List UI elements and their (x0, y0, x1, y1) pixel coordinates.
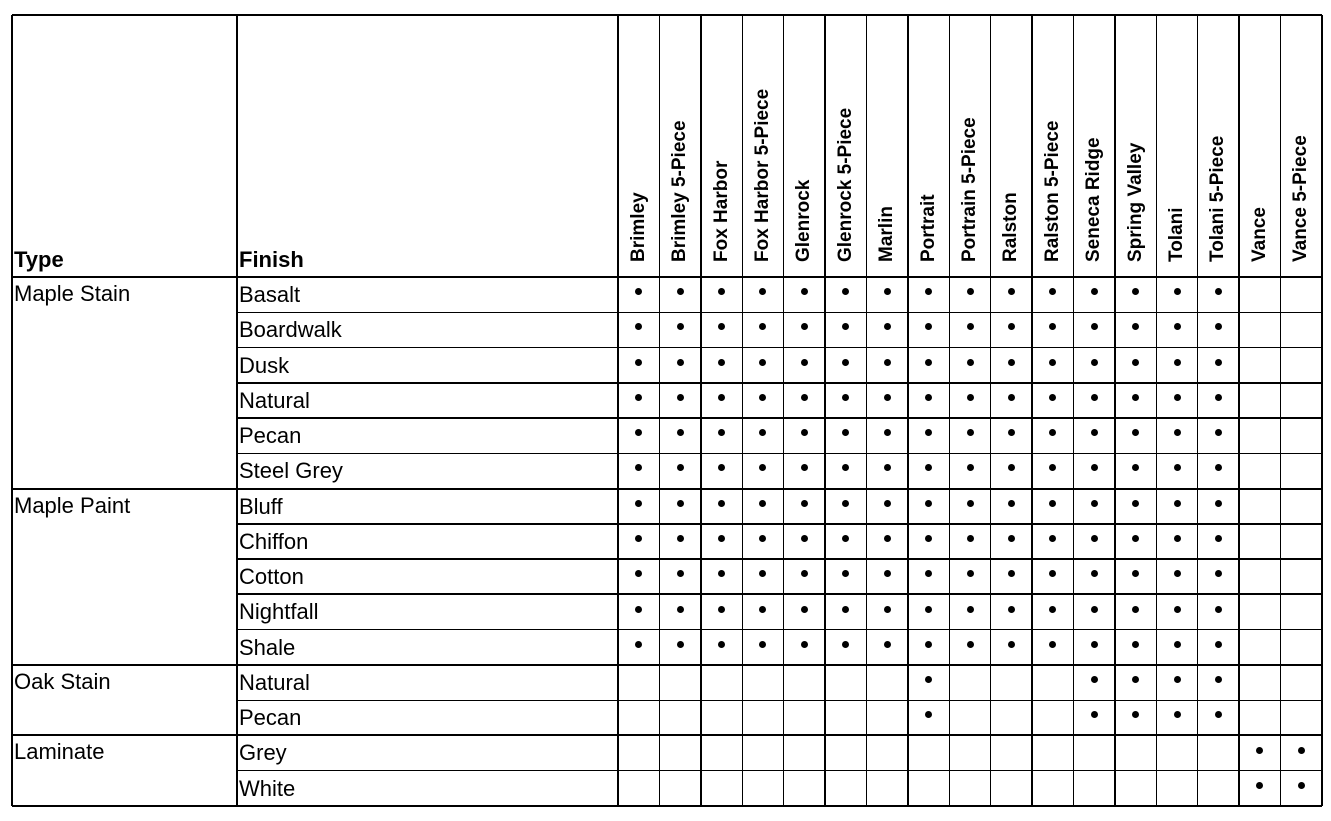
availability-dot (1215, 288, 1222, 295)
row-divider (237, 593, 1322, 595)
availability-dot (1215, 464, 1222, 471)
availability-dot (967, 500, 974, 507)
matrix-column-divider (783, 15, 784, 806)
group-divider (12, 664, 1322, 666)
availability-dot (635, 359, 642, 366)
availability-dot (1091, 641, 1098, 648)
availability-dot (759, 359, 766, 366)
availability-dot (677, 429, 684, 436)
availability-dot (635, 570, 642, 577)
availability-dot (1174, 676, 1181, 683)
availability-dot (884, 606, 891, 613)
availability-dot (1215, 570, 1222, 577)
availability-dot (801, 359, 808, 366)
availability-dot (1132, 500, 1139, 507)
availability-dot (1132, 535, 1139, 542)
availability-dot (842, 359, 849, 366)
availability-dot (925, 711, 932, 718)
row-divider (237, 347, 1322, 348)
availability-dot (759, 464, 766, 471)
availability-dot (1132, 359, 1139, 366)
availability-dot (635, 323, 642, 330)
availability-dot (1132, 464, 1139, 471)
availability-dot (1215, 359, 1222, 366)
availability-dot (967, 394, 974, 401)
availability-dot (801, 535, 808, 542)
collection-header: Spring Valley (1124, 142, 1146, 262)
availability-dot (677, 323, 684, 330)
availability-dot (635, 288, 642, 295)
availability-dot (1091, 676, 1098, 683)
availability-dot (718, 606, 725, 613)
availability-dot (801, 288, 808, 295)
availability-dot (1049, 500, 1056, 507)
availability-dot (967, 570, 974, 577)
type-label: Maple Paint (14, 492, 131, 518)
availability-dot (1049, 359, 1056, 366)
availability-dot (925, 429, 932, 436)
availability-dot (677, 288, 684, 295)
finish-label: Grey (239, 740, 287, 766)
availability-dot (1174, 500, 1181, 507)
table-border-left (11, 15, 13, 806)
availability-dot (759, 323, 766, 330)
availability-dot (759, 606, 766, 613)
availability-dot (925, 570, 932, 577)
finish-label: Bluff (239, 493, 283, 519)
matrix-column-divider (1197, 15, 1198, 806)
matrix-column-divider (1114, 15, 1115, 806)
matrix-column-divider (824, 15, 825, 806)
availability-dot (1091, 359, 1098, 366)
availability-dot (1132, 394, 1139, 401)
collection-header: Vance 5-Piece (1290, 135, 1312, 262)
matrix-column-divider (1073, 15, 1074, 806)
availability-dot (677, 606, 684, 613)
finish-label: Nightfall (239, 599, 319, 625)
matrix-column-divider (1031, 15, 1032, 806)
availability-dot (1174, 464, 1181, 471)
availability-dot (1008, 359, 1015, 366)
availability-dot (1132, 570, 1139, 577)
availability-dot (759, 288, 766, 295)
table-border-bottom (12, 805, 1322, 807)
availability-dot (1215, 394, 1222, 401)
availability-dot (1132, 429, 1139, 436)
availability-dot (1008, 535, 1015, 542)
availability-dot (884, 288, 891, 295)
availability-dot (1008, 570, 1015, 577)
availability-dot (925, 676, 932, 683)
collection-header: Brimley (627, 192, 649, 262)
availability-dot (718, 288, 725, 295)
matrix-column-divider (742, 15, 743, 806)
collection-header: Marlin (876, 206, 898, 262)
availability-dot (884, 570, 891, 577)
availability-dot (1132, 711, 1139, 718)
row-divider (237, 558, 1322, 559)
availability-dot (1091, 711, 1098, 718)
availability-dot (1215, 500, 1222, 507)
availability-dot (718, 359, 725, 366)
availability-dot (925, 288, 932, 295)
availability-dot (635, 464, 642, 471)
availability-dot (801, 500, 808, 507)
availability-dot (677, 359, 684, 366)
availability-dot (1132, 606, 1139, 613)
availability-dot (1215, 711, 1222, 718)
availability-dot (842, 394, 849, 401)
finish-label: Chiffon (239, 528, 309, 554)
matrix-column-divider (907, 15, 908, 806)
availability-dot (677, 500, 684, 507)
availability-dot (842, 323, 849, 330)
availability-dot (1256, 747, 1263, 754)
row-divider (237, 523, 1322, 524)
availability-dot (1049, 570, 1056, 577)
availability-dot (1008, 641, 1015, 648)
finish-label: Natural (239, 387, 310, 413)
matrix-column-divider (659, 15, 660, 806)
collection-header: Seneca Ridge (1083, 137, 1105, 262)
availability-dot (925, 359, 932, 366)
availability-dot (925, 535, 932, 542)
availability-dot (1091, 323, 1098, 330)
availability-dot (842, 500, 849, 507)
availability-dot (1215, 606, 1222, 613)
availability-dot (1049, 641, 1056, 648)
availability-dot (801, 606, 808, 613)
matrix-column-divider (1156, 15, 1157, 806)
availability-dot (1008, 500, 1015, 507)
availability-dot (759, 641, 766, 648)
availability-dot (1174, 606, 1181, 613)
availability-dot (759, 535, 766, 542)
row-divider (237, 312, 1322, 313)
type-label: Maple Stain (14, 281, 131, 306)
availability-dot (718, 429, 725, 436)
row-divider (237, 382, 1322, 384)
availability-dot (1091, 606, 1098, 613)
finish-label: Cotton (239, 564, 304, 590)
availability-dot (884, 429, 891, 436)
availability-dot (842, 606, 849, 613)
availability-dot (718, 570, 725, 577)
availability-dot (842, 464, 849, 471)
availability-dot (925, 323, 932, 330)
row-divider (237, 453, 1322, 454)
type-finish-divider (236, 15, 238, 806)
availability-dot (1132, 323, 1139, 330)
availability-dot (967, 535, 974, 542)
availability-dot (842, 288, 849, 295)
collection-header: Ralston (1000, 192, 1022, 262)
availability-dot (1215, 429, 1222, 436)
availability-dot (884, 464, 891, 471)
availability-dot (635, 641, 642, 648)
availability-dot (1008, 323, 1015, 330)
availability-dot (1298, 747, 1305, 754)
availability-dot (1091, 429, 1098, 436)
availability-dot (842, 535, 849, 542)
availability-dot (1215, 641, 1222, 648)
collection-header: Portrait (917, 194, 939, 262)
availability-dot (635, 535, 642, 542)
availability-dot (1174, 359, 1181, 366)
availability-dot (759, 394, 766, 401)
finish-label: Steel Grey (239, 458, 343, 484)
availability-dot (1049, 394, 1056, 401)
availability-dot (1008, 394, 1015, 401)
availability-dot (1298, 782, 1305, 789)
availability-dot (677, 464, 684, 471)
availability-dot (842, 570, 849, 577)
availability-dot (1008, 429, 1015, 436)
matrix-column-divider (1238, 15, 1240, 806)
availability-dot (842, 641, 849, 648)
availability-dot (718, 464, 725, 471)
availability-dot (718, 535, 725, 542)
matrix-column-divider (1280, 15, 1281, 806)
availability-dot (1091, 464, 1098, 471)
availability-dot (925, 464, 932, 471)
availability-dot (1174, 570, 1181, 577)
availability-dot (677, 535, 684, 542)
finish-label: Dusk (239, 352, 290, 378)
availability-dot (1174, 288, 1181, 295)
availability-dot (801, 323, 808, 330)
collection-header: Fox Harbor 5-Piece (751, 88, 773, 262)
availability-dot (1049, 429, 1056, 436)
availability-dot (1008, 606, 1015, 613)
availability-dot (925, 606, 932, 613)
availability-dot (677, 570, 684, 577)
row-divider (237, 417, 1322, 418)
availability-dot (1174, 429, 1181, 436)
availability-dot (1215, 323, 1222, 330)
collection-header: Fox Harbor (710, 160, 732, 262)
availability-dot (967, 429, 974, 436)
finish-label: Pecan (239, 705, 302, 731)
matrix-column-divider (990, 15, 991, 806)
availability-dot (925, 641, 932, 648)
group-divider (12, 488, 1322, 490)
availability-dot (635, 394, 642, 401)
type-column-header: Type (14, 247, 64, 272)
availability-dot (801, 394, 808, 401)
availability-dot (718, 323, 725, 330)
availability-dot (1049, 288, 1056, 295)
availability-dot (925, 394, 932, 401)
finish-label: White (239, 775, 296, 801)
availability-dot (1215, 676, 1222, 683)
availability-dot (1091, 570, 1098, 577)
availability-dot (884, 394, 891, 401)
availability-dot (1049, 323, 1056, 330)
availability-dot (1091, 500, 1098, 507)
availability-dot (967, 323, 974, 330)
matrix-column-divider (866, 15, 867, 806)
availability-dot (884, 641, 891, 648)
collection-header: Glenrock 5-Piece (834, 107, 856, 262)
availability-dot (759, 429, 766, 436)
collection-header: Ralston 5-Piece (1041, 120, 1063, 262)
availability-dot (718, 394, 725, 401)
row-divider (237, 700, 1322, 701)
finish-matrix-divider (617, 15, 619, 806)
header-divider (12, 276, 1322, 278)
availability-dot (718, 641, 725, 648)
availability-dot (1049, 535, 1056, 542)
availability-dot (801, 464, 808, 471)
finish-label: Boardwalk (239, 317, 342, 343)
availability-dot (1091, 288, 1098, 295)
availability-dot (677, 641, 684, 648)
finish-column-header: Finish (239, 247, 304, 272)
availability-dot (1174, 535, 1181, 542)
availability-dot (967, 606, 974, 613)
group-divider (12, 734, 1322, 736)
availability-dot (1008, 464, 1015, 471)
availability-dot (1174, 394, 1181, 401)
availability-dot (1174, 711, 1181, 718)
availability-dot (635, 429, 642, 436)
availability-dot (801, 429, 808, 436)
availability-dot (1091, 535, 1098, 542)
availability-dot (1256, 782, 1263, 789)
matrix-column-divider (700, 15, 702, 806)
availability-dot (677, 394, 684, 401)
availability-dot (842, 429, 849, 436)
collection-header: Glenrock (793, 179, 815, 262)
collection-header: Portrain 5-Piece (959, 117, 980, 262)
availability-dot (635, 500, 642, 507)
availability-dot (967, 464, 974, 471)
availability-dot (1049, 464, 1056, 471)
row-divider (237, 770, 1322, 771)
availability-dot (759, 570, 766, 577)
collection-header: Vance (1248, 207, 1270, 262)
availability-dot (635, 606, 642, 613)
table-border-top (12, 14, 1322, 16)
availability-dot (925, 500, 932, 507)
availability-dot (967, 359, 974, 366)
availability-dot (884, 323, 891, 330)
finish-label: Basalt (239, 282, 301, 307)
availability-dot (1132, 641, 1139, 648)
availability-dot (967, 288, 974, 295)
availability-dot (1215, 535, 1222, 542)
finish-label: Natural (239, 669, 310, 695)
availability-dot (801, 570, 808, 577)
matrix-column-divider (949, 15, 950, 806)
availability-dot (1174, 641, 1181, 648)
availability-dot (884, 535, 891, 542)
availability-dot (1049, 606, 1056, 613)
row-divider (237, 629, 1322, 630)
type-label: Laminate (14, 739, 105, 765)
availability-dot (1132, 676, 1139, 683)
finish-label: Pecan (239, 423, 302, 449)
collection-header: Tolani (1166, 207, 1188, 262)
collection-header: Brimley 5-Piece (669, 120, 691, 262)
finish-label: Shale (239, 634, 296, 660)
table-border-right (1321, 15, 1323, 806)
availability-dot (801, 641, 808, 648)
availability-dot (1008, 288, 1015, 295)
availability-dot (1132, 288, 1139, 295)
availability-dot (884, 500, 891, 507)
availability-dot (759, 500, 766, 507)
type-label: Oak Stain (14, 668, 111, 694)
availability-dot (1091, 394, 1098, 401)
availability-dot (884, 359, 891, 366)
availability-dot (1174, 323, 1181, 330)
collection-header: Tolani 5-Piece (1207, 135, 1229, 262)
availability-dot (967, 641, 974, 648)
availability-dot (718, 500, 725, 507)
